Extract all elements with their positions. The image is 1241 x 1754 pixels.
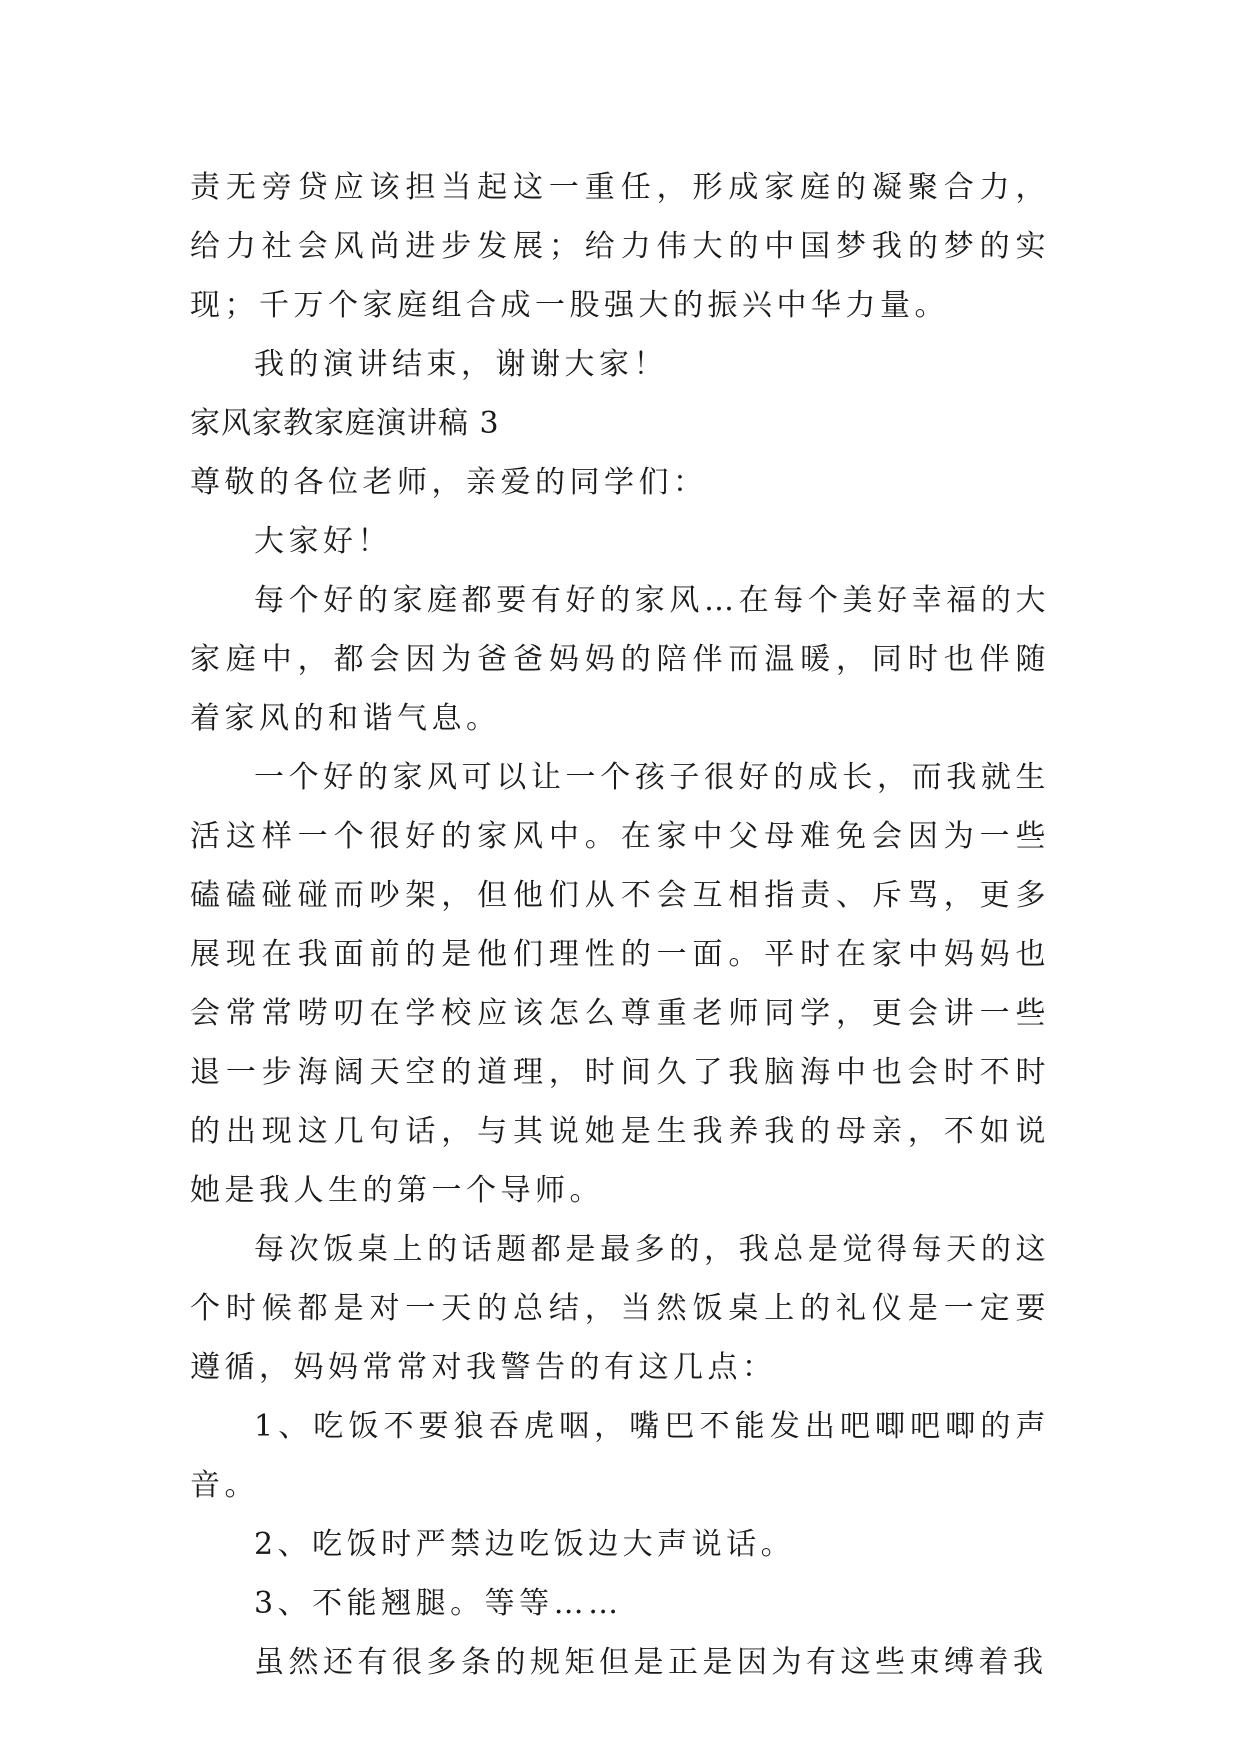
paragraph-family-style: 一个好的家风可以让一个孩子很好的成长，而我就生活这样一个很好的家风中。在家中父母难免会因为一些磕磕碰碰而吵架，但他们从不会互相指责、斥骂，更多展现在我面前的是他们理性的一面。平时在家中妈妈也会常常唠叨在学校应该怎么尊重老师同学，更会讲一些退一步海阔天空的道理，时间久了我脑海中也会时不时的出现这几句话，与其说她是生我养我的母亲，不如说她是我人生的第一个导师。 <box>190 760 1050 1208</box>
paragraph-salutation: 尊敬的各位老师，亲爱的同学们： <box>190 465 708 500</box>
paragraph-closing-remarks: 责无旁贷应该担当起这一重任，形成家庭的凝聚合力，给力社会风尚进步发展；给力伟大的中国梦我的梦的实现；千万个家庭组合成一股强大的振兴中华力量。 <box>190 170 1050 323</box>
paragraph-continuation: 虽然还有很多条的规矩但是正是因为有这些束缚着我 <box>254 1645 1048 1680</box>
paragraph-greeting: 大家好！ <box>254 524 392 559</box>
paragraph-dinner-table: 每次饭桌上的话题都是最多的，我总是觉得每天的这个时候都是对一天的总结，当然饭桌上的礼仪是一定要遵循，妈妈常常对我警告的有这几点： <box>190 1232 1050 1385</box>
paragraph-speech-end: 我的演讲结束，谢谢大家！ <box>254 347 668 382</box>
paragraph-intro: 每个好的家庭都要有好的家风…在每个美好幸福的大家庭中，都会因为爸爸妈妈的陪伴而温暖，同时也伴随着家风的和谐气息。 <box>190 583 1050 736</box>
document-body <box>190 158 1050 1692</box>
list-item-rule-3: 3、不能翘腿。等等…… <box>254 1586 623 1621</box>
list-item-rule-2: 2、吃饭时严禁边吃饭边大声说话。 <box>254 1527 796 1562</box>
section-heading: 家风家教家庭演讲稿 3 <box>190 406 500 441</box>
list-item-rule-1: 1、吃饭不要狼吞虎咽，嘴巴不能发出吧唧吧唧的声音。 <box>190 1409 1050 1503</box>
